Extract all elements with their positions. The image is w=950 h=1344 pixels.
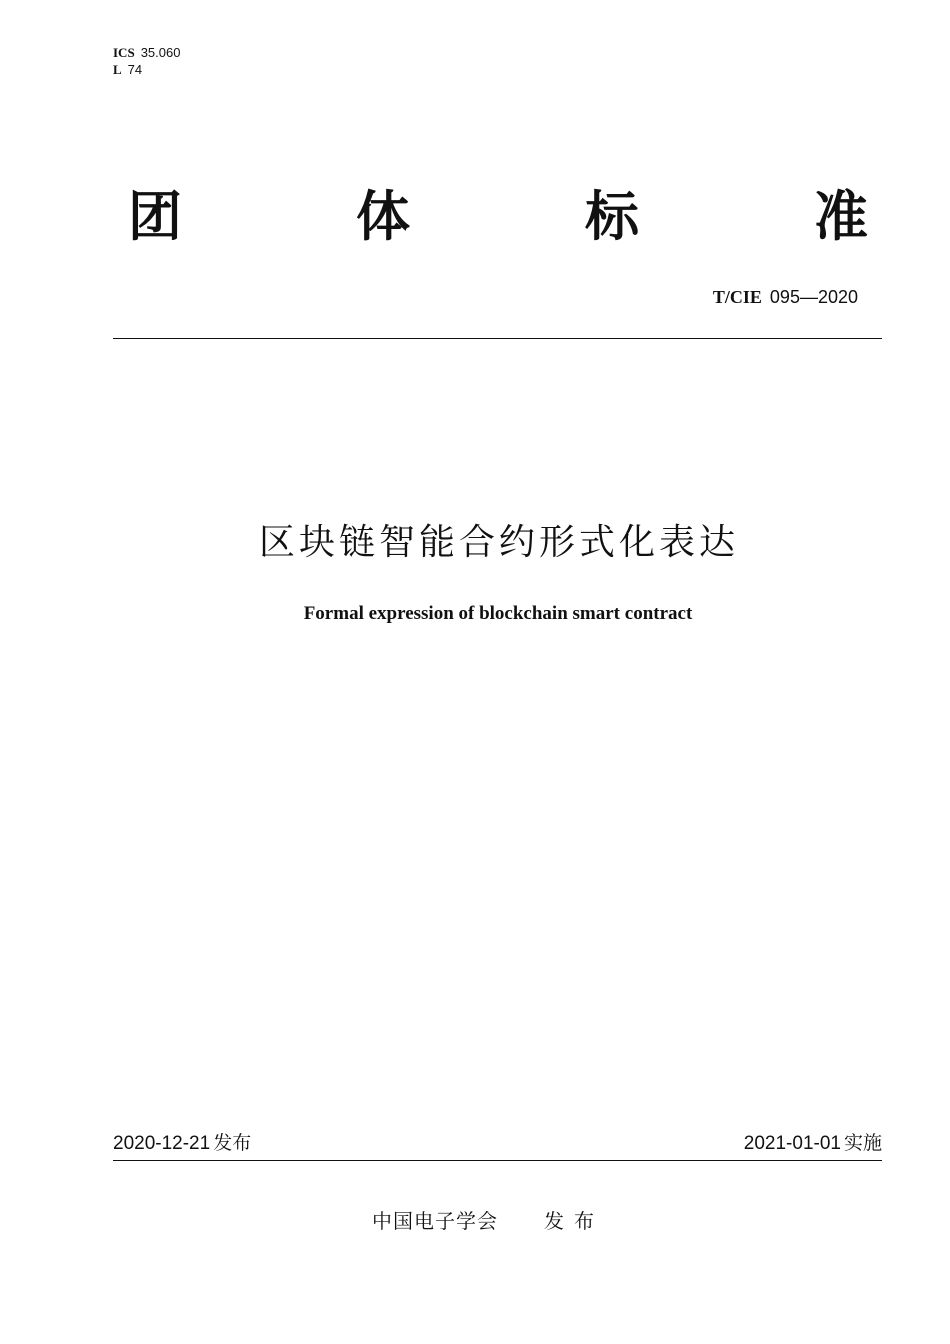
standard-number-prefix: T/CIE [712, 287, 762, 307]
standard-number-value: 095—2020 [769, 287, 858, 307]
ccs-label: L [113, 62, 122, 77]
ccs-line [113, 62, 180, 79]
implement-label: 实施 [843, 1132, 882, 1154]
header-divider [113, 338, 882, 339]
title-chinese: 区块链智能合约形式化表达 [258, 522, 739, 563]
standard-type-char-3: 标 [585, 185, 639, 248]
implement-date: 2021-01-01 [743, 1133, 841, 1154]
publisher-action: 发布 [544, 1209, 604, 1233]
classification-block [113, 45, 180, 79]
release-date: 2020-12-21 [113, 1133, 211, 1154]
title-english: Formal expression of blockchain smart contract [303, 603, 693, 624]
publisher-line [372, 1208, 604, 1234]
standard-type-char-2: 体 [356, 185, 410, 248]
standard-type-char-4: 准 [814, 185, 868, 248]
implement-date-block [744, 1131, 882, 1156]
standard-type-char-1: 团 [128, 185, 182, 248]
standard-number [713, 285, 858, 310]
footer-divider [113, 1160, 882, 1161]
ics-label: ICS [113, 45, 135, 60]
ccs-code: 74 [127, 62, 143, 77]
ics-code: 35.060 [140, 45, 181, 60]
publisher-name: 中国电子学会 [372, 1209, 498, 1233]
release-date-block [113, 1131, 251, 1156]
release-label: 发布 [213, 1132, 252, 1154]
ics-line [113, 45, 180, 62]
